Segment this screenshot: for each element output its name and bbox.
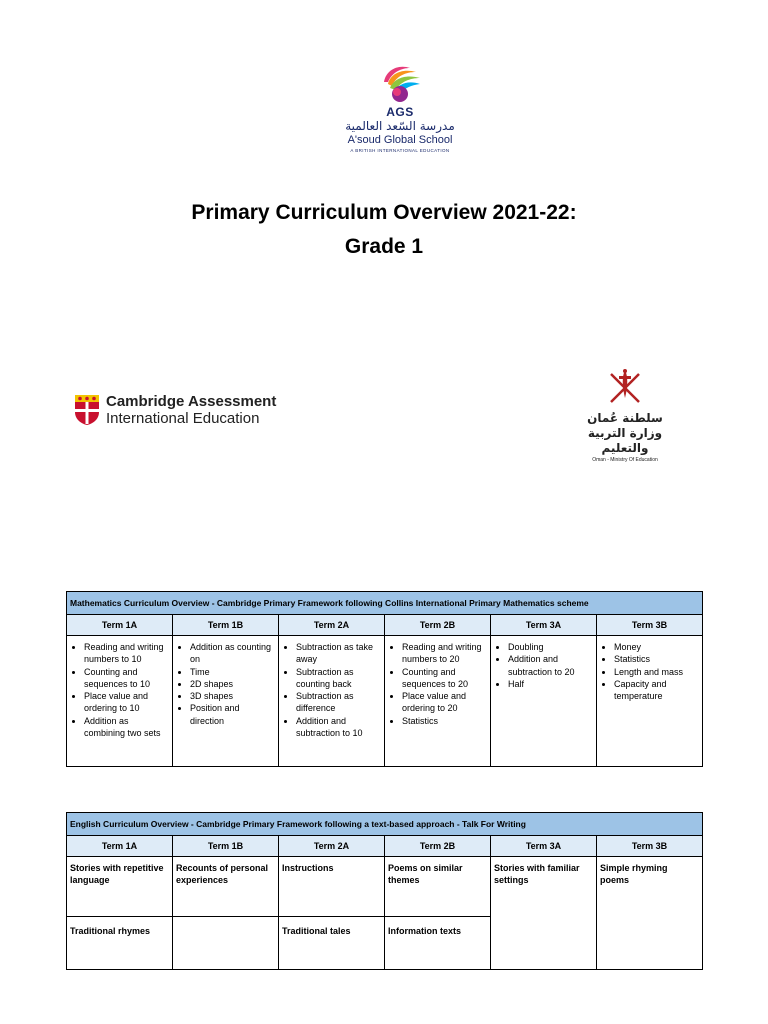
english-unit-cell: Poems on similar themes: [385, 857, 491, 917]
topic-item: • Half: [508, 678, 593, 690]
topic-item: • Subtraction as counting back: [296, 666, 381, 691]
maths-term-header: Term 3A: [491, 615, 597, 636]
topic-item: • Capacity and temperature: [614, 678, 699, 703]
english-term-header: Term 3A: [491, 836, 597, 857]
school-logo: [330, 60, 470, 172]
ministry-logo: [580, 366, 670, 463]
maths-term-cell: [173, 636, 279, 767]
english-unit-cell: Simple rhyming poems: [597, 857, 703, 970]
cambridge-line-2: International Education: [106, 410, 260, 427]
school-english-name: A'soud Global School: [347, 134, 453, 146]
ministry-arabic-line-1: سلطنة عُمان: [587, 411, 663, 425]
maths-term-cell: [385, 636, 491, 767]
english-term-header: Term 3B: [597, 836, 703, 857]
topic-item: • Addition and subtraction to 10: [296, 715, 381, 740]
ministry-arabic-line-2: وزارة التربية والتعليم: [587, 426, 663, 455]
page-title: [0, 196, 768, 264]
topic-item: • Doubling: [508, 641, 593, 653]
cambridge-logo: [74, 392, 276, 428]
topic-item: • 2D shapes: [190, 678, 275, 690]
cambridge-crest-icon: [74, 394, 100, 426]
topic-item: • Addition and subtraction to 20: [508, 653, 593, 678]
maths-term-cell: [597, 636, 703, 767]
topic-item: • Position and direction: [190, 702, 275, 727]
maths-term-cell: [67, 636, 173, 767]
ministry-caption: Oman - Ministry Of Education: [592, 457, 658, 463]
maths-curriculum-table: [66, 591, 703, 767]
topic-item: • Counting and sequences to 10: [84, 666, 169, 691]
english-unit-cell: Stories with repetitive language: [67, 857, 173, 917]
maths-term-cell: [279, 636, 385, 767]
topic-item: • Reading and writing numbers to 20: [402, 641, 487, 666]
maths-term-header: Term 2B: [385, 615, 491, 636]
school-arabic-name: مدرسة السّعد العالمية: [345, 119, 455, 133]
school-abbreviation: AGS: [386, 105, 414, 119]
english-unit-cell: Traditional rhymes: [67, 917, 173, 970]
english-unit-cell: Information texts: [385, 917, 491, 970]
oman-emblem-icon: [605, 366, 645, 406]
maths-term-header: Term 1A: [67, 615, 173, 636]
english-unit-cell: Recounts of personal experiences: [173, 857, 279, 917]
english-term-header: Term 1A: [67, 836, 173, 857]
english-term-header: Term 2A: [279, 836, 385, 857]
school-tagline: A BRITISH INTERNATIONAL EDUCATION: [350, 148, 450, 153]
english-unit-cell: [173, 917, 279, 970]
topic-item: • Length and mass: [614, 666, 699, 678]
english-unit-cell: Stories with familiar settings: [491, 857, 597, 970]
cambridge-line-1: Cambridge Assessment: [106, 393, 277, 410]
maths-term-header: Term 2A: [279, 615, 385, 636]
topic-item: • Money: [614, 641, 699, 653]
school-swirl-icon: [376, 60, 424, 104]
title-line-2: Grade 1: [344, 235, 424, 258]
topic-item: • 3D shapes: [190, 690, 275, 702]
title-line-1: Primary Curriculum Overview 2021-22:: [191, 201, 577, 224]
topic-item: • Place value and ordering to 10: [84, 690, 169, 715]
topic-item: • Statistics: [614, 653, 699, 665]
english-term-header: Term 1B: [173, 836, 279, 857]
topic-item: • Subtraction as difference: [296, 690, 381, 715]
maths-term-header: Term 1B: [173, 615, 279, 636]
topic-item: • Reading and writing numbers to 10: [84, 641, 169, 666]
topic-item: • Addition as combining two sets: [84, 715, 169, 740]
topic-item: • Time: [190, 666, 275, 678]
english-table-caption: English Curriculum Overview - Cambridge Primary Framework following a text-based approach - Talk For Writing: [67, 813, 703, 836]
topic-item: • Counting and sequences to 20: [402, 666, 487, 691]
english-curriculum-table: [66, 812, 703, 970]
topic-item: • Addition as counting on: [190, 641, 275, 666]
english-unit-cell: Instructions: [279, 857, 385, 917]
maths-table-caption: Mathematics Curriculum Overview - Cambridge Primary Framework following Collins International Primary Mathematics scheme: [67, 592, 703, 615]
maths-term-cell: [491, 636, 597, 767]
topic-item: • Statistics: [402, 715, 487, 727]
maths-term-header: Term 3B: [597, 615, 703, 636]
topic-item: • Place value and ordering to 20: [402, 690, 487, 715]
english-unit-cell: Traditional tales: [279, 917, 385, 970]
topic-item: • Subtraction as take away: [296, 641, 381, 666]
english-term-header: Term 2B: [385, 836, 491, 857]
